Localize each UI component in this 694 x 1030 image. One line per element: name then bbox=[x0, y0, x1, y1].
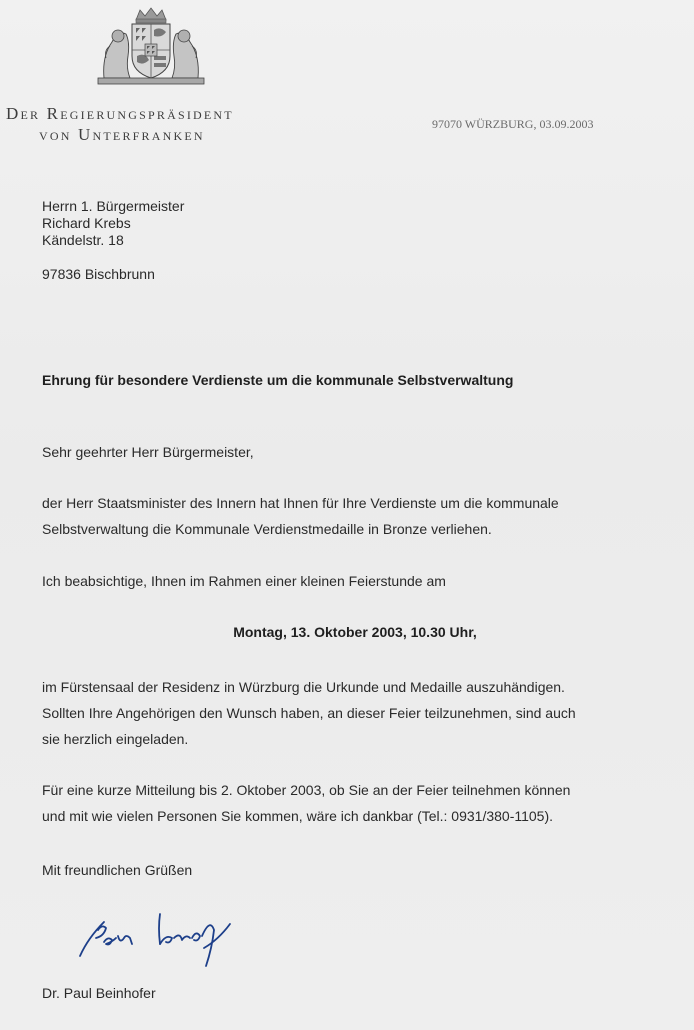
paragraph-3-line-1: im Fürstensaal der Residenz in Würzburg die Urkunde und Medaille auszuhändigen. bbox=[42, 679, 565, 695]
event-date: Montag, 13. Oktober 2003, 10.30 Uhr, bbox=[233, 624, 477, 640]
paragraph-2: Ich beabsichtige, Ihnen im Rahmen einer kleinen Feierstunde am bbox=[42, 573, 446, 589]
recipient-line-1: Herrn 1. Bürgermeister bbox=[42, 198, 185, 214]
authority-name bbox=[6, 103, 234, 145]
paragraph-3-line-3: sie herzlich eingeladen. bbox=[42, 731, 189, 747]
salutation: Sehr geehrter Herr Bürgermeister, bbox=[42, 444, 254, 460]
recipient-line-3: Kändelstr. 18 bbox=[42, 232, 124, 248]
signer-name: Dr. Paul Beinhofer bbox=[42, 985, 156, 1001]
closing: Mit freundlichen Grüßen bbox=[42, 862, 193, 878]
paragraph-4 bbox=[42, 777, 570, 829]
recipient-line-2: Richard Krebs bbox=[42, 215, 131, 231]
authority-line-1: Der Regierungspräsident bbox=[6, 104, 234, 123]
recipient-line-4: 97836 Bischbrunn bbox=[42, 266, 155, 282]
paragraph-4-line-1: Für eine kurze Mitteilung bis 2. Oktober 2003, ob Sie an der Feier teilnehmen können bbox=[42, 782, 571, 798]
paragraph-3 bbox=[42, 674, 576, 752]
paragraph-1-line-1: der Herr Staatsminister des Innern hat Ihnen für Ihre Verdienste um die kommunale bbox=[42, 495, 559, 511]
authority-line-2: von Unterfranken bbox=[39, 125, 205, 144]
handwritten-signature-icon bbox=[74, 908, 244, 974]
paragraph-3-line-2: Sollten Ihre Angehörigen den Wunsch haben, an dieser Feier teilzunehmen, sind auch bbox=[42, 705, 576, 721]
bavarian-coat-of-arms-icon bbox=[92, 6, 210, 86]
recipient-address bbox=[42, 198, 184, 283]
paragraph-1 bbox=[42, 490, 559, 542]
paragraph-4-line-2: und mit wie vielen Personen Sie kommen, wäre ich dankbar (Tel.: 0931/380-1105). bbox=[42, 808, 554, 824]
place-and-date: 97070 WÜRZBURG, 03.09.2003 bbox=[432, 117, 594, 131]
subject-line: Ehrung für besondere Verdienste um die kommunale Selbstverwaltung bbox=[42, 372, 514, 388]
paragraph-1-line-2: Selbstverwaltung die Kommunale Verdienstmedaille in Bronze verliehen. bbox=[42, 521, 492, 537]
